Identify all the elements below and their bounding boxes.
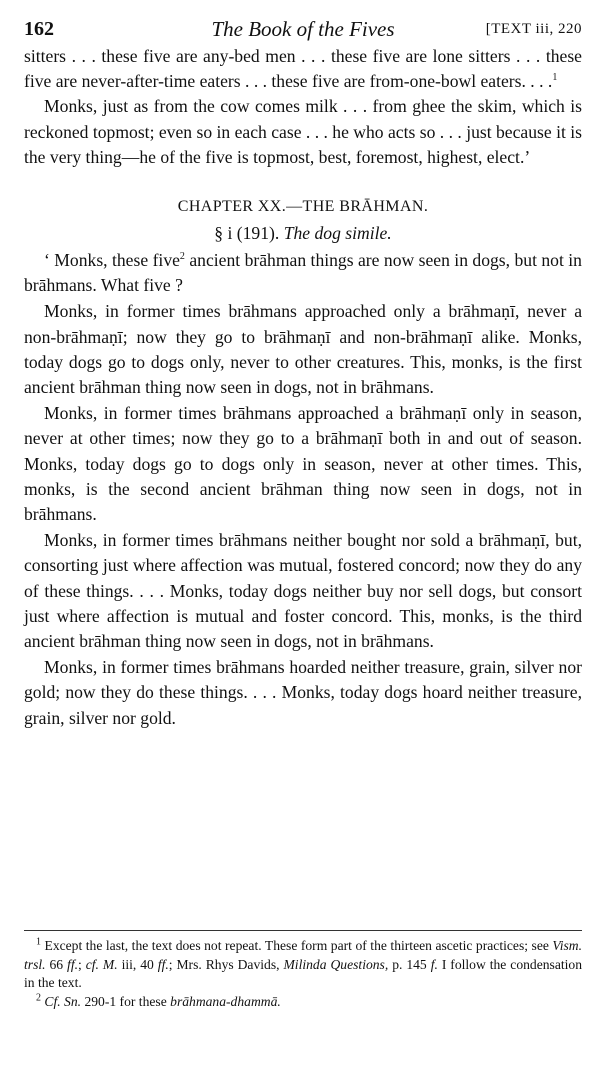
paragraph: Monks, in former times brāhmans neither bought nor sold a brāhmaṇī, but, consorting just where affection was mutual, fostered concord; now they do any of these things. . . . Monks, today dogs neither buy nor sell dogs, but consort just where affection is mutual and foster concord. This, monks, is the third ancient brāhman thing now seen in dogs, not in brāhmans. — [24, 530, 582, 652]
paragraph-text: sitters . . . these five are any-bed men . . . these five are lone sitters . . . these five are never-after-time eaters . . . these five are from-one-bowl eaters. . . . — [24, 46, 582, 92]
footnote-text: 290-1 for these — [81, 993, 171, 1009]
footnotes — [24, 930, 582, 1011]
footnote-2 — [24, 993, 582, 1012]
paragraph: Monks, in former times brāhmans approached a brāhmaṇī only in season, never at other times; now they go to a brāhmaṇī both in and out of season. Monks, today dogs go to dogs only in season, never at other times. This, monks, is the second ancient brāhman thing now seen in dogs, not in brāhmans. — [24, 403, 582, 525]
footnote-text: ff. — [157, 956, 169, 972]
running-title: The Book of the Fives — [211, 17, 395, 41]
paragraph: Monks, in former times brāhmans approached only a brāhmaṇī, never a non-brāhmaṇī; now they go to brāhmaṇī and non-brāhmaṇī alike. Monks, today dogs go to dogs only, never to other creatures. This, monks, is the first ancient brāhman thing now seen in dogs, not in brāhmans. — [24, 301, 582, 398]
footnote-text: I follow the condensation in the text. — [24, 956, 583, 991]
footnote-text: brāhmana-dhammā. — [170, 993, 281, 1009]
footnote-1 — [24, 937, 582, 993]
footnote-mark: 2 — [36, 992, 41, 1004]
section-heading — [24, 220, 582, 246]
paragraph: Monks, just as from the cow comes milk . . . from ghee the skim, which is reckoned topmost; even so in each case . . . he who acts so . . . just because it is the very thing—he of the five is topmost, best, foremost, highest, elect.’ — [24, 96, 582, 167]
paragraph-text: ‘ Monks, these five — [44, 250, 180, 271]
page-number: 162 — [24, 18, 54, 40]
footnote-text: Cf. Sn. — [44, 993, 82, 1009]
footnote-text: ff. — [67, 956, 78, 972]
running-header — [24, 14, 582, 44]
footnote-text: p. 145 — [388, 956, 431, 972]
paragraph-continued — [24, 44, 582, 94]
paragraph — [24, 248, 582, 298]
footnote-text: cf. M. — [85, 956, 118, 972]
paragraph: Monks, in former times brāhmans hoarded neither treasure, grain, silver nor gold; now they do these things. . . . Monks, today dogs hoard neither treasure, grain, silver nor gold. — [24, 657, 582, 728]
footnote-text: ; Mrs. Rhys Davids, — [168, 956, 284, 972]
footnote-text: 66 — [45, 956, 68, 972]
main-text — [24, 44, 582, 731]
footnote-text: ; — [78, 956, 86, 972]
chapter-heading: CHAPTER XX.—THE BRĀHMAN. — [177, 198, 429, 216]
footnote-text: iii, 40 — [117, 956, 158, 972]
footnote-mark: 1 — [36, 936, 41, 948]
section-number: § i (191). — [214, 223, 280, 244]
footnote-text: Except the last, the text does not repeat. These form part of the thirteen ascetic practices; see — [44, 938, 553, 953]
paragraph-text: ancient brāhman things are now seen in dogs, but not in brāhmans. What five ? — [24, 250, 582, 296]
text-reference: [TEXT iii, 220 — [485, 21, 582, 37]
section-title: The dog simile. — [283, 223, 392, 244]
footnote-text: Milinda Questions, — [283, 956, 389, 972]
footnote-ref-2: 2 — [179, 251, 185, 263]
footnote-ref-1: 1 — [552, 72, 558, 84]
footnote-text: Vism. trsl. — [24, 938, 582, 972]
footnote-text: f. — [430, 956, 438, 972]
